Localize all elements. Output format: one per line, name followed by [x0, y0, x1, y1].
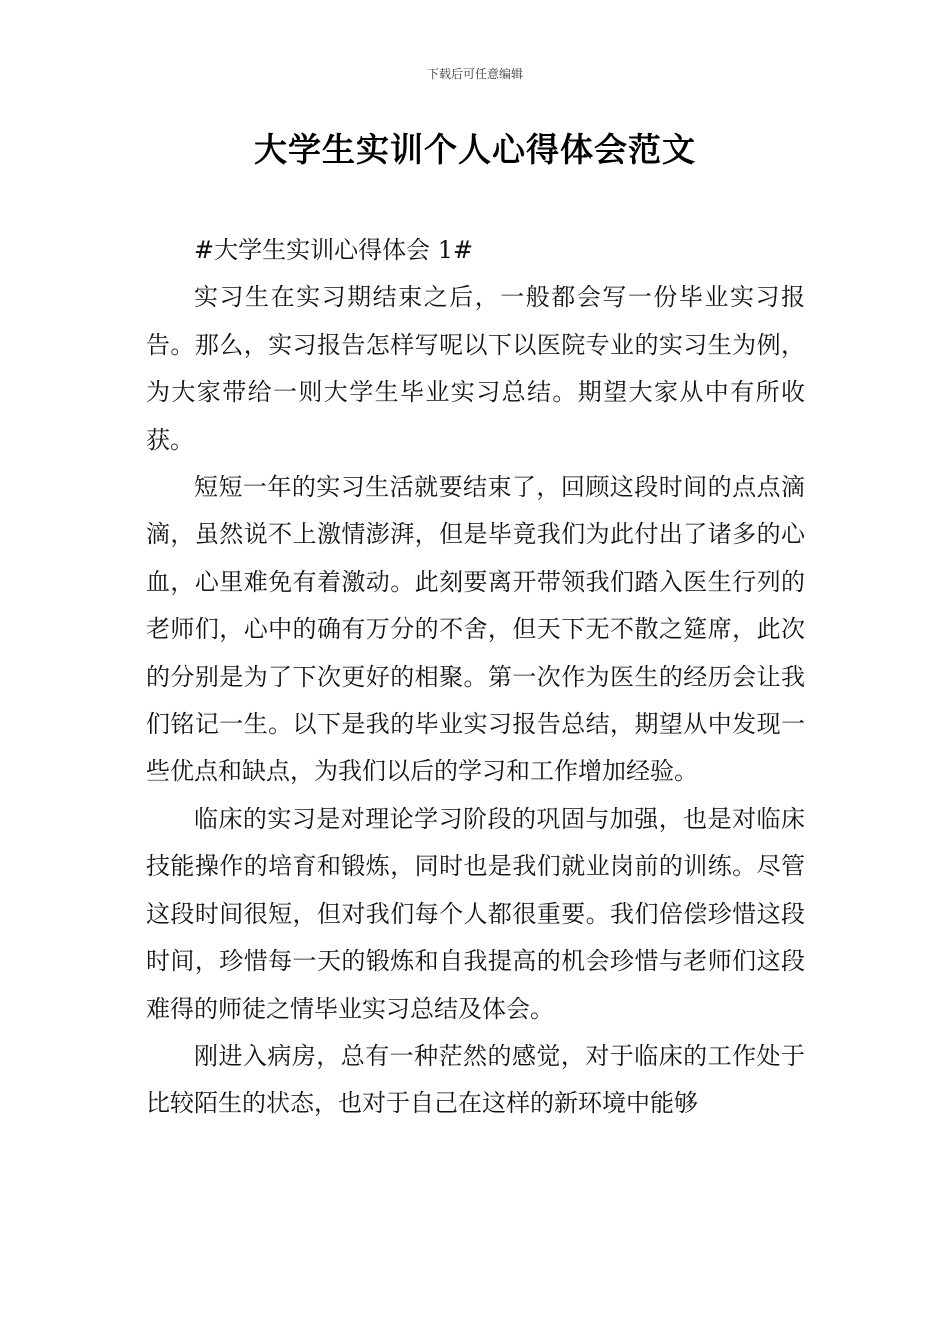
document-title: 大学生实训个人心得体会范文: [254, 130, 696, 169]
section-heading: #大学生实训心得体会 1#: [194, 236, 474, 264]
paragraph: 刚进入病房，总有一种茫然的感觉，对于临床的工作处于比较陌生的状态，也对于自己在这样的新环境中能够: [146, 1041, 805, 1118]
paragraph: 短短一年的实习生活就要结束了，回顾这段时间的点点滴滴，虽然说不上激情澎湃，但是毕竟我们为此付出了诸多的心血，心里难免有着激动。此刻要离开带领我们踏入医生行列的老师们，心中的确有万分的不舍，但天下无不散之筵席，此次的分别是为了下次更好的相聚。第一次作为医生的经历会让我们铭记一生。以下是我的毕业实习报告总结，期望从中发现一些优点和缺点，为我们以后的学习和工作增加经验。: [146, 473, 805, 786]
paragraph: 实习生在实习期结束之后，一般都会写一份毕业实习报告。那么，实习报告怎样写呢以下以医院专业的实习生为例，为大家带给一则大学生毕业实习总结。期望大家从中有所收获。: [146, 283, 805, 454]
document-body: [146, 227, 805, 1128]
paragraph: 临床的实习是对理论学习阶段的巩固与加强，也是对临床技能操作的培育和锻炼，同时也是我们就业岗前的训练。尽管这段时间很短，但对我们每个人都很重要。我们倍偿珍惜这段时间，珍惜每一天的锻炼和自我提高的机会珍惜与老师们这段难得的师徒之情毕业实习总结及体会。: [146, 804, 805, 1023]
header-note: 下载后可任意编辑: [426, 67, 523, 81]
